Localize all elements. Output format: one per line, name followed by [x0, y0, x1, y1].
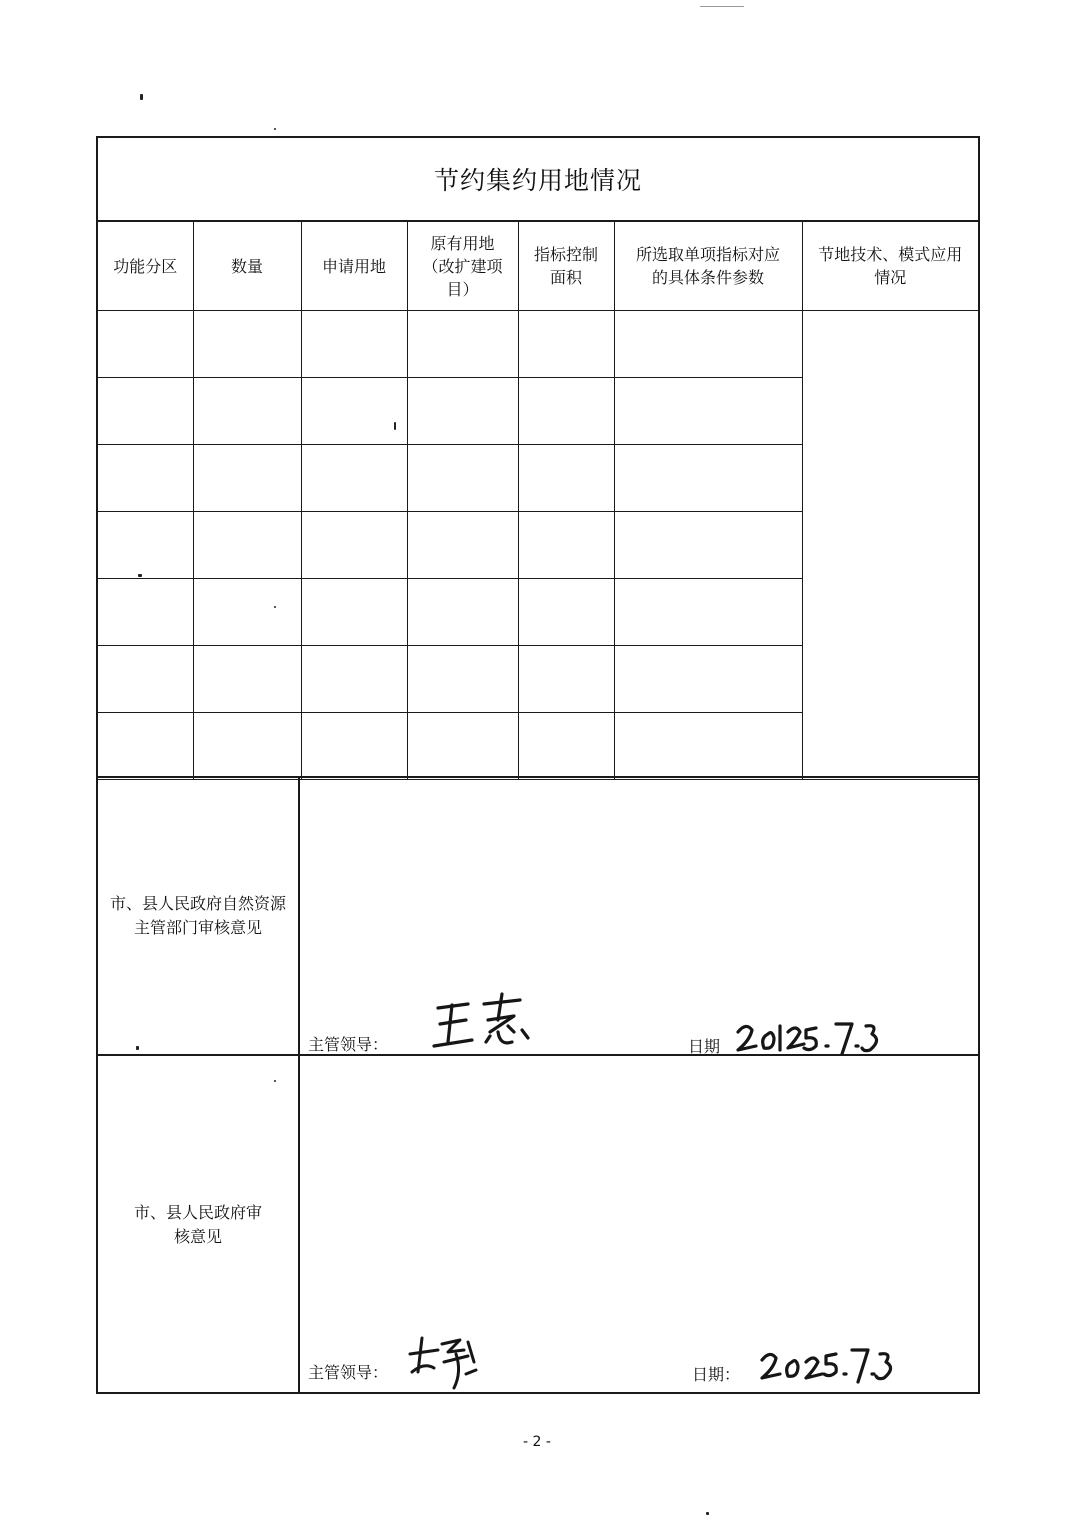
col-functional-zone: 功能分区	[98, 222, 193, 311]
review-opinion-area[interactable]	[300, 778, 978, 1054]
table-cell[interactable]	[407, 646, 518, 713]
table-cell[interactable]	[193, 713, 301, 780]
scan-speck	[138, 574, 142, 577]
col-quantity: 数量	[193, 222, 301, 311]
table-cell[interactable]	[301, 378, 407, 445]
table-cell[interactable]	[98, 512, 193, 579]
government-review-section	[98, 1054, 978, 1394]
table-cell[interactable]	[518, 378, 614, 445]
review-label: 市、县人民政府自然资源主管部门审核意见	[98, 778, 300, 1054]
table-cell[interactable]	[614, 311, 802, 378]
leader-signature	[404, 1332, 484, 1394]
col-original-land: 原有用地（改扩建项目）	[407, 222, 518, 311]
table-cell[interactable]	[518, 512, 614, 579]
table-cell[interactable]	[98, 378, 193, 445]
table-cell[interactable]	[301, 445, 407, 512]
review-label: 市、县人民政府审核意见	[98, 1056, 300, 1394]
table-cell[interactable]	[193, 579, 301, 646]
table-cell[interactable]	[518, 311, 614, 378]
table-cell[interactable]	[518, 445, 614, 512]
table-header-row	[98, 222, 978, 311]
table-cell[interactable]	[301, 713, 407, 780]
table-cell[interactable]	[193, 646, 301, 713]
table-cell[interactable]	[614, 378, 802, 445]
page-number: - 2 -	[523, 1434, 551, 1450]
scan-speck	[394, 422, 396, 430]
table-cell[interactable]	[614, 512, 802, 579]
table-cell[interactable]	[193, 311, 301, 378]
scan-speck	[706, 1512, 709, 1515]
land-use-form	[96, 136, 980, 1394]
date-label: 日期	[688, 1037, 721, 1056]
col-condition-params: 所选取单项指标对应的具体条件参数	[614, 222, 802, 311]
col-indicator-area: 指标控制面积	[518, 222, 614, 311]
table-cell[interactable]	[301, 579, 407, 646]
col-applied-land: 申请用地	[301, 222, 407, 311]
table-cell[interactable]	[614, 713, 802, 780]
table-cell[interactable]	[193, 378, 301, 445]
natural-resources-review-section	[98, 776, 978, 1054]
table-cell[interactable]	[407, 311, 518, 378]
land-use-table	[98, 222, 978, 780]
leader-signature	[428, 992, 538, 1054]
scan-line	[700, 6, 744, 7]
scan-speck	[274, 128, 276, 130]
table-cell[interactable]	[98, 579, 193, 646]
table-cell[interactable]	[98, 713, 193, 780]
table-row	[98, 311, 978, 378]
date-label: 日期：	[692, 1365, 741, 1384]
table-cell[interactable]	[614, 579, 802, 646]
col-land-saving-tech: 节地技术、模式应用情况	[802, 222, 978, 311]
table-cell[interactable]	[518, 646, 614, 713]
table-cell[interactable]	[614, 445, 802, 512]
table-cell[interactable]	[518, 579, 614, 646]
table-cell[interactable]	[614, 646, 802, 713]
scan-speck	[274, 1080, 276, 1082]
table-cell[interactable]	[98, 445, 193, 512]
table-cell[interactable]	[407, 445, 518, 512]
table-cell[interactable]	[407, 378, 518, 445]
table-cell[interactable]	[407, 512, 518, 579]
date-handwriting	[734, 1018, 884, 1058]
table-cell[interactable]	[193, 445, 301, 512]
table-cell[interactable]	[407, 713, 518, 780]
table-cell[interactable]	[98, 646, 193, 713]
date-handwriting	[758, 1342, 898, 1386]
table-cell[interactable]	[301, 311, 407, 378]
form-title: 节约集约用地情况	[98, 138, 978, 222]
land-saving-tech-cell[interactable]	[802, 311, 978, 780]
scan-speck	[136, 1046, 139, 1050]
table-cell[interactable]	[407, 579, 518, 646]
leader-label: 主管领导：	[308, 1363, 389, 1382]
table-cell[interactable]	[301, 646, 407, 713]
table-cell[interactable]	[98, 311, 193, 378]
scan-speck	[140, 94, 143, 100]
leader-label: 主管领导：	[308, 1035, 389, 1054]
table-cell[interactable]	[518, 713, 614, 780]
scan-speck	[274, 606, 276, 608]
table-cell[interactable]	[301, 512, 407, 579]
table-cell[interactable]	[193, 512, 301, 579]
